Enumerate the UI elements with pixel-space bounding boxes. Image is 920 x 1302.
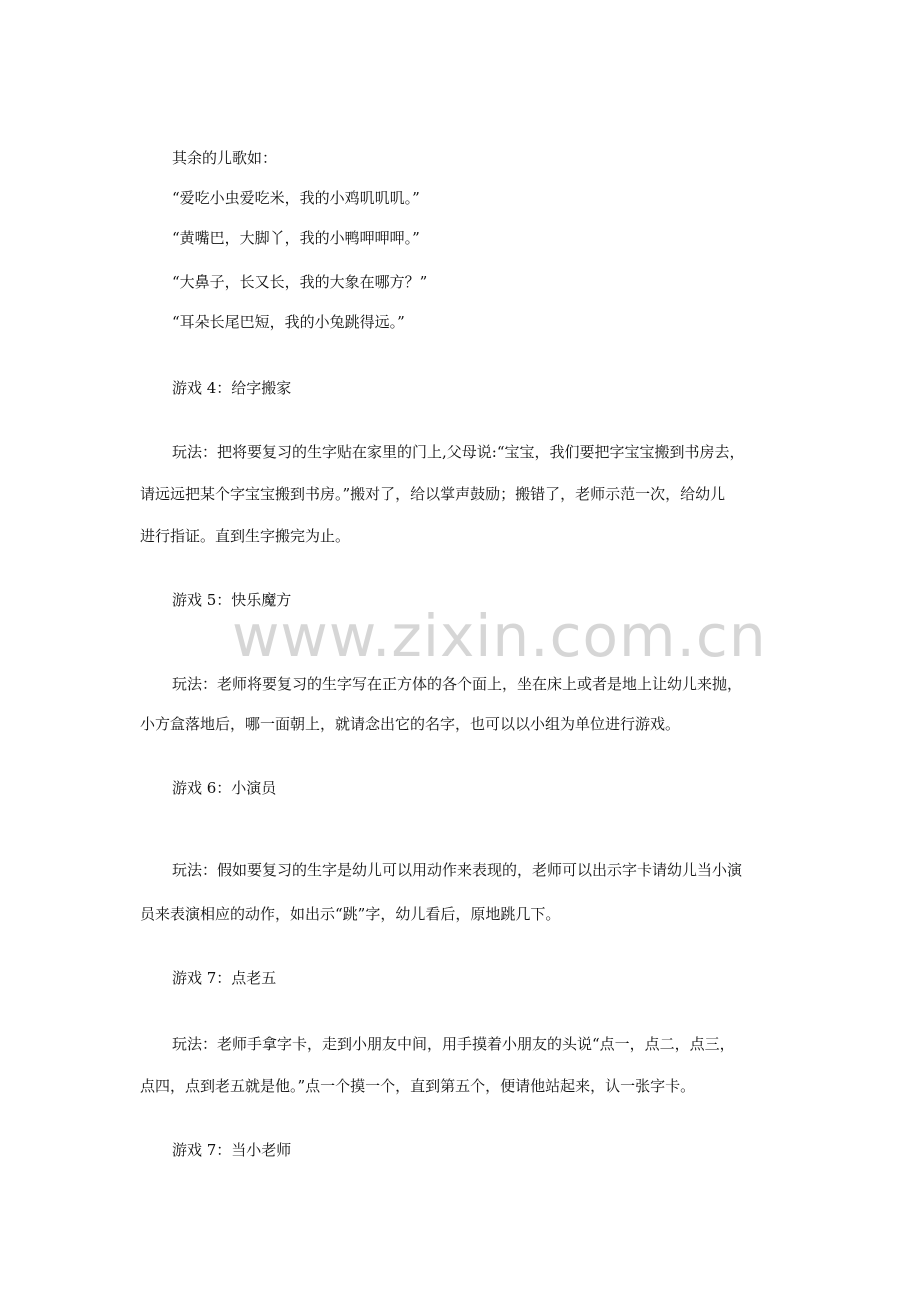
game-title: 游戏 4：给字搬家	[172, 379, 292, 397]
game-rule-line: 玩法：老师手拿字卡，走到小朋友中间，用手摸着小朋友的头说“点一，点二，点三，	[172, 1035, 735, 1053]
game-rule-line: 玩法：把将要复习的生字贴在家里的门上,父母说:“宝宝，我们要把字宝宝搬到书房去，	[172, 443, 745, 461]
watermark: www.zixin.com.cn	[232, 602, 767, 670]
game-rule-line: 进行指证。直到生字搬完为止。	[140, 527, 351, 545]
rhyme-line: “黄嘴巴，大脚丫，我的小鸭呷呷呷。”	[172, 229, 420, 247]
rhyme-line: “耳朵长尾巴短，我的小兔跳得远。”	[172, 313, 405, 331]
game-rule-line: 请远远把某个字宝宝搬到书房。”搬对了，给以掌声鼓励；搬错了，老师示范一次，给幼儿	[140, 485, 726, 503]
intro-line: 其余的儿歌如：	[172, 149, 278, 167]
game-rule-line: 点四，点到老五就是他。”点一个摸一个，直到第五个，便请他站起来，认一张字卡。	[140, 1077, 696, 1095]
game-title: 游戏 6：小演员	[172, 779, 277, 797]
game-title: 游戏 5：快乐魔方	[172, 591, 292, 609]
game-title: 游戏 7：当小老师	[172, 1141, 292, 1159]
game-rule-line: 玩法：假如要复习的生字是幼儿可以用动作来表现的，老师可以出示字卡请幼儿当小演	[172, 861, 743, 879]
rhyme-line: “大鼻子，长又长，我的大象在哪方？”	[172, 273, 428, 291]
game-rule-line: 玩法：老师将要复习的生字写在正方体的各个面上，坐在床上或者是地上让幼儿来抛，	[172, 675, 743, 693]
game-rule-line: 员来表演相应的动作，如出示“跳”字，幼儿看后，原地跳几下。	[140, 905, 561, 923]
game-rule-line: 小方盒落地后，哪一面朝上，就请念出它的名字，也可以以小组为单位进行游戏。	[140, 715, 681, 733]
game-title: 游戏 7：点老五	[172, 969, 277, 987]
rhyme-line: “爱吃小虫爱吃米，我的小鸡叽叽叽。”	[172, 189, 420, 207]
